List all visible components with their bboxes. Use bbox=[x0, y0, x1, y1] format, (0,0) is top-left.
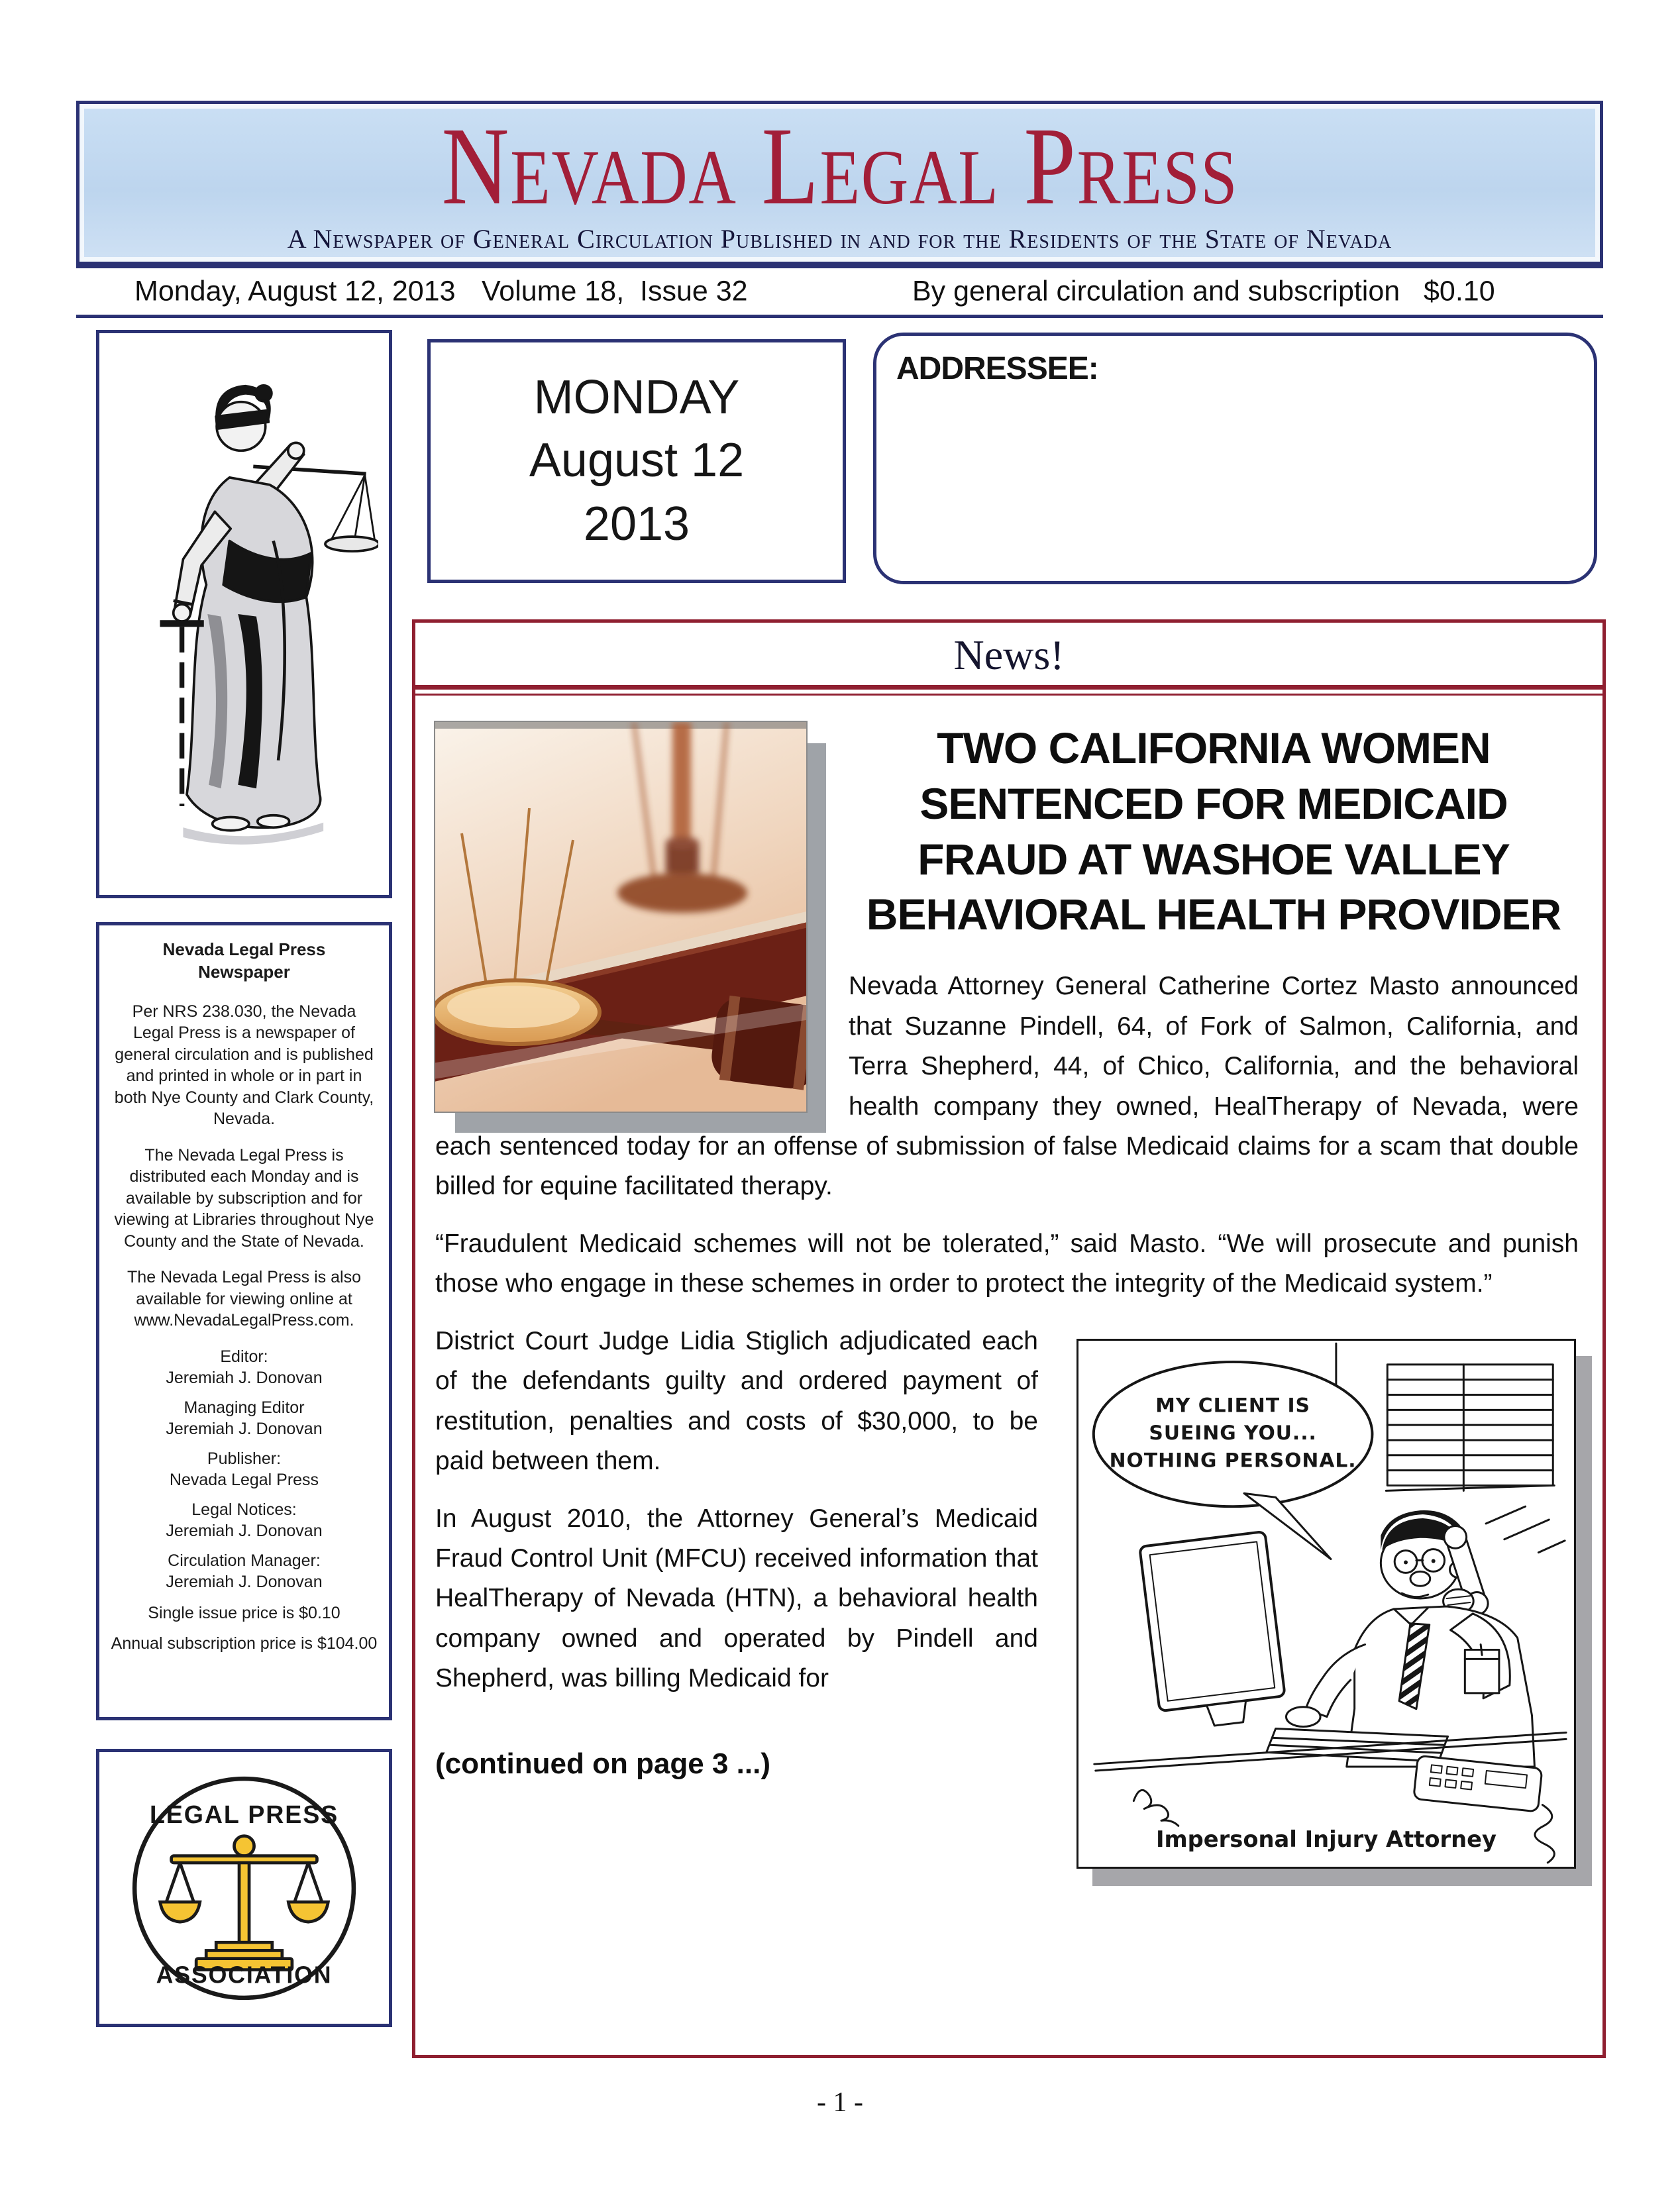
legal-press-association-box bbox=[96, 1749, 392, 2027]
staff-entry bbox=[110, 1346, 378, 1389]
news-divider bbox=[415, 685, 1602, 696]
annual-subscription-price: Annual subscription price is $104.00 bbox=[111, 1634, 378, 1653]
info-heading: Nevada Legal Press Newspaper bbox=[162, 939, 326, 982]
issue-price: $0.10 bbox=[1424, 275, 1495, 307]
lead-article bbox=[415, 696, 1602, 1852]
speech-line: NOTHING PERSONAL. bbox=[1109, 1449, 1357, 1473]
attorney-figure bbox=[1286, 1510, 1534, 1767]
staff-role: Editor: bbox=[220, 1347, 268, 1366]
staff-entry bbox=[110, 1499, 378, 1542]
staff-name: Jeremiah J. Donovan bbox=[166, 1573, 323, 1592]
staff-role: Circulation Manager: bbox=[168, 1551, 321, 1570]
editorial-cartoon bbox=[1076, 1339, 1576, 1869]
issue-date: Monday, August 12, 2013 bbox=[134, 275, 456, 307]
impersonal-injury-attorney-cartoon bbox=[1078, 1341, 1574, 1867]
wall-streak bbox=[1538, 1541, 1565, 1553]
addressee-box bbox=[873, 333, 1597, 584]
computer-monitor-icon bbox=[1139, 1532, 1287, 1732]
info-paragraph: Per NRS 238.030, the Nevada Legal Press is a newspaper of general circulation and is published and printed in whole or in part in both Nye County and Clark County, Nevada. bbox=[114, 1002, 374, 1129]
news-section bbox=[412, 619, 1606, 2058]
info-paragraph: The Nevada Legal Press is distributed each Monday and is available by subscription and for viewing at Libraries throughout Nye County and the State of Nevada. bbox=[114, 1145, 374, 1251]
staff-name: Nevada Legal Press bbox=[169, 1471, 319, 1490]
single-issue-price: Single issue price is $0.10 bbox=[148, 1603, 341, 1622]
article-paragraph: District Court Judge Lidia Stiglich adjudicated each of the defendants guilty and ordered payment of restitution, penalties and costs of $30,000, to be paid between them. bbox=[435, 1326, 1038, 1476]
sword-guard bbox=[160, 620, 203, 627]
logo-top-text: LEGAL PRESS bbox=[149, 1800, 339, 1828]
logo-bottom-text: ASSOCIATION bbox=[156, 1961, 332, 1988]
news-section-title: News! bbox=[953, 631, 1065, 678]
nose bbox=[1410, 1571, 1430, 1586]
article-paragraph: In August 2010, the Attorney General’s Medicaid Fraud Control Unit (MFCU) received information that HealTherapy of Nevada (HTN), a behavioral health company owned and operated by Pindell and Shepherd, was billing Medicaid for bbox=[435, 1504, 1038, 1693]
pocket bbox=[1465, 1649, 1499, 1693]
article-headline: TWO CALIFORNIA WOMEN SENTENCED FOR MEDICAID FRAUD AT WASHOE VALLEY BEHAVIORAL HEALTH PROVIDER bbox=[866, 723, 1561, 939]
date-box-date: August 12 bbox=[529, 434, 745, 488]
scale-pan bbox=[325, 537, 378, 551]
speech-line: MY CLIENT IS bbox=[1155, 1394, 1310, 1418]
scales-gavel-book-photo-illustration bbox=[435, 722, 806, 1112]
issue-date-box bbox=[427, 339, 846, 583]
lady-justice-box bbox=[96, 330, 392, 898]
staff-entry bbox=[110, 1397, 378, 1440]
staff-name: Jeremiah J. Donovan bbox=[166, 1369, 323, 1388]
wall-streak bbox=[1504, 1520, 1549, 1539]
dateline-bar bbox=[76, 265, 1603, 318]
article-photo bbox=[435, 722, 806, 1112]
cartoon-frame bbox=[1076, 1339, 1576, 1869]
phone-cord bbox=[1535, 1804, 1554, 1862]
article-paragraph: “Fraudulent Medicaid schemes will not be tolerated,” said Masto. “We will prosecute and punish those who engage in these schemes in order to protect the integrity of the Medicaid system.” bbox=[435, 1229, 1579, 1298]
volume-issue: Volume 18, Issue 32 bbox=[482, 275, 748, 307]
staff-role: Publisher: bbox=[207, 1449, 282, 1468]
legal-press-association-logo bbox=[105, 1757, 384, 2019]
article-paragraph: Nevada Attorney General Catherine Cortez Masto announced that Suzanne Pindell, 64, of Fork of Salmon, California, and Terra Shepherd, 44, of Chico, California, and the behavioral health company they owned, HealTherapy of Nevada, were each sentenced today for an offense of submission of false Medicaid claims for a scam that double billed for equine facilitated therapy. bbox=[435, 972, 1579, 1201]
foot bbox=[213, 817, 249, 831]
staff-role: Legal Notices: bbox=[191, 1500, 297, 1519]
wall-streak bbox=[1486, 1506, 1526, 1524]
date-box-day: MONDAY bbox=[533, 371, 740, 425]
date-box-year: 2013 bbox=[583, 497, 690, 550]
masthead-title-row bbox=[79, 104, 1600, 228]
newspaper-title: Nevada Legal Press bbox=[441, 105, 1238, 228]
staff-role: Managing Editor bbox=[184, 1398, 305, 1417]
continued-note: (continued on page 3 ...) bbox=[435, 1747, 770, 1780]
staff-name: Jeremiah J. Donovan bbox=[166, 1420, 323, 1439]
page-number: - 1 - bbox=[817, 2087, 863, 2118]
masthead bbox=[76, 101, 1603, 265]
hand-on-keyboard bbox=[1286, 1707, 1320, 1727]
staff-entry bbox=[110, 1550, 378, 1593]
cartoon-caption: Impersonal Injury Attorney bbox=[1155, 1826, 1497, 1852]
masthead-tagline: A Newspaper of General Circulation Published in and for the Residents of the State of Nevada bbox=[287, 224, 1392, 254]
addressee-label: ADDRESSEE: bbox=[896, 351, 1098, 386]
window-blinds-icon bbox=[1386, 1365, 1554, 1490]
publication-info-box bbox=[96, 922, 392, 1720]
staff-entry bbox=[110, 1448, 378, 1491]
speech-line: SUEING YOU... bbox=[1149, 1421, 1317, 1445]
foot bbox=[258, 815, 289, 827]
lady-justice-illustration bbox=[110, 349, 378, 879]
cartoonist-signature bbox=[1133, 1790, 1178, 1826]
staff-name: Jeremiah J. Donovan bbox=[166, 1522, 323, 1541]
info-paragraph: The Nevada Legal Press is also available for viewing online at www.NevadaLegalPress.com. bbox=[127, 1268, 361, 1330]
distribution-note: By general circulation and subscription bbox=[912, 275, 1400, 307]
